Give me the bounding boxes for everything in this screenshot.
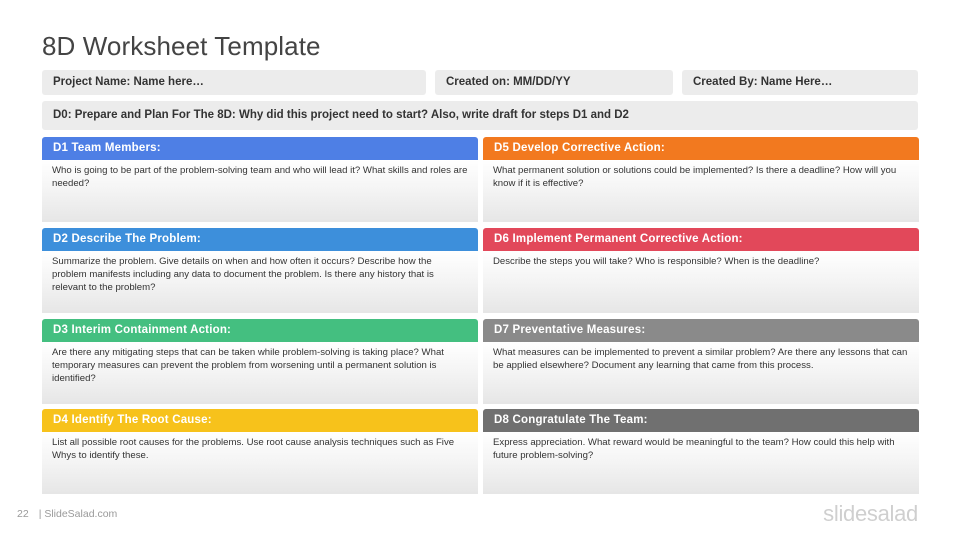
card-body-text[interactable]: What measures can be implemented to prevent a similar problem? Are there any lessons that can be applied elsewhere? Document any learning that came from this process. [483, 342, 919, 404]
card-header: D7 Preventative Measures: [483, 319, 919, 342]
card-d4-identify-root-cause [42, 409, 478, 494]
card-d2-describe-problem [42, 228, 478, 313]
card-body-text[interactable]: Express appreciation. What reward would be meaningful to the team? How could this help with future problem-solving? [483, 432, 919, 494]
card-header: D3 Interim Containment Action: [42, 319, 478, 342]
card-header: D4 Identify The Root Cause: [42, 409, 478, 432]
slidesalad-logo: slidesalad [823, 501, 918, 526]
footer-site-link[interactable]: | SlideSalad.com [38, 508, 118, 520]
card-d8-congratulate-team [483, 409, 919, 494]
card-header: D2 Describe The Problem: [42, 228, 478, 251]
project-name-field[interactable]: Project Name: Name here… [42, 70, 426, 95]
card-body-text[interactable]: List all possible root causes for the problems. Use root cause analysis techniques such as Five Whys to identify these. [42, 432, 478, 494]
created-by-field[interactable]: Created By: Name Here… [682, 70, 918, 95]
card-header: D8 Congratulate The Team: [483, 409, 919, 432]
card-d7-preventative-measures [483, 319, 919, 404]
card-d6-implement-corrective-action [483, 228, 919, 313]
card-d1-team-members [42, 137, 478, 222]
card-body-text[interactable]: What permanent solution or solutions could be implemented? Is there a deadline? How will you know if it is effective? [483, 160, 919, 222]
card-d5-develop-corrective-action [483, 137, 919, 222]
card-body-text[interactable]: Who is going to be part of the problem-solving team and who will lead it? What skills and roles are needed? [42, 160, 478, 222]
page-number: 22 [17, 508, 29, 520]
card-body-text[interactable]: Summarize the problem. Give details on when and how often it occurs? Describe how the problem manifests including any data to document the problem. Is there any history that is relevant to the problem? [42, 251, 478, 313]
card-body-text[interactable]: Describe the steps you will take? Who is responsible? When is the deadline? [483, 251, 919, 313]
card-header: D5 Develop Corrective Action: [483, 137, 919, 160]
card-body-text[interactable]: Are there any mitigating steps that can be taken while problem-solving is taking place? What temporary measures can prevent the problem from worsening until a permanent solution is identified? [42, 342, 478, 404]
created-on-field[interactable]: Created on: MM/DD/YY [435, 70, 673, 95]
card-d3-interim-containment [42, 319, 478, 404]
footer [17, 508, 117, 520]
card-header: D6 Implement Permanent Corrective Action: [483, 228, 919, 251]
card-header: D1 Team Members: [42, 137, 478, 160]
page-title: 8D Worksheet Template [42, 31, 321, 61]
d0-prepare-plan-field[interactable]: D0: Prepare and Plan For The 8D: Why did this project need to start? Also, write draft for steps D1 and D2 [42, 101, 918, 130]
